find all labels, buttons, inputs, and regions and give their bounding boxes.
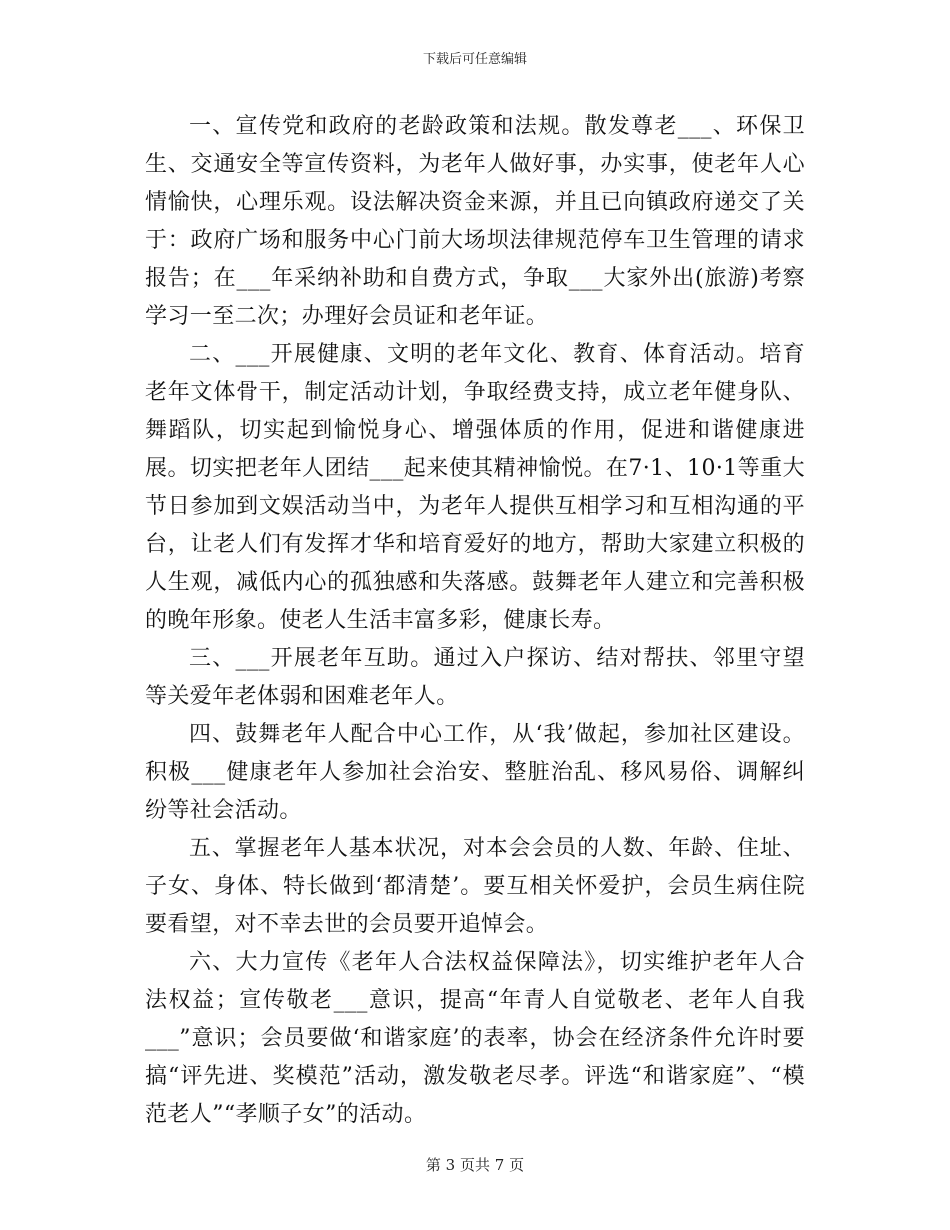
paragraph-5: 五、掌握老年人基本状况，对本会会员的人数、年龄、住址、子女、身体、特长做到‘都清楚’。要互相关怀爱护，会员生病住院要看望，对不幸去世的会员要开追悼会。: [145, 836, 805, 937]
document-body: [145, 108, 805, 1134]
paragraph-3: 三、___开展老年互助。通过入户探访、结对帮扶、邻里守望等关爱年老体弱和困难老年人。: [145, 646, 805, 709]
paragraph-2: 二、___开展健康、文明的老年文化、教育、体育活动。培育老年文体骨干，制定活动计划，争取经费支持，成立老年健身队、舞蹈队，切实起到愉悦身心、增强体质的作用，促进和谐健康进展。切实把老年人团结___起来使其精神愉悦。在7·1、10·1等重大节日参加到文娱活动当中，为老年人提供互相学习和互相沟通的平台，让老人们有发挥才华和培育爱好的地方，帮助大家建立积极的人生观，减低内心的孤独感和失落感。鼓舞老年人建立和完善积极的晚年形象。使老人生活丰富多彩，健康长寿。: [145, 342, 805, 633]
page-header: 下载后可任意编辑: [422, 52, 527, 67]
paragraph-6: 六、大力宣传《老年人合法权益保障法》，切实维护老年人合法权益；宣传敬老___意识，提高“年青人自觉敬老、老年人自我___”意识；会员要做‘和谐家庭’的表率，协会在经济条件允许时要搞“评先进、奖模范”活动，激发敬老尽孝。评选“和谐家庭”、“模范老人”“孝顺子女”的活动。: [145, 950, 805, 1127]
paragraph-1: 一、宣传党和政府的老龄政策和法规。散发尊老___、环保卫生、交通安全等宣传资料，为老年人做好事，办实事，使老年人心情愉快，心理乐观。设法解决资金来源，并且已向镇政府递交了关于：政府广场和服务中心门前大场坝法律规范停车卫生管理的请求报告；在___年采纳补助和自费方式，争取___大家外出(旅游)考察学习一至二次；办理好会员证和老年证。: [145, 114, 805, 329]
page-footer: 第 3 页共 7 页: [425, 1156, 525, 1174]
paragraph-4: 四、鼓舞老年人配合中心工作，从‘我’做起，参加社区建设。积极___健康老年人参加社会治安、整脏治乱、移风易俗、调解纠纷等社会活动。: [145, 722, 805, 823]
